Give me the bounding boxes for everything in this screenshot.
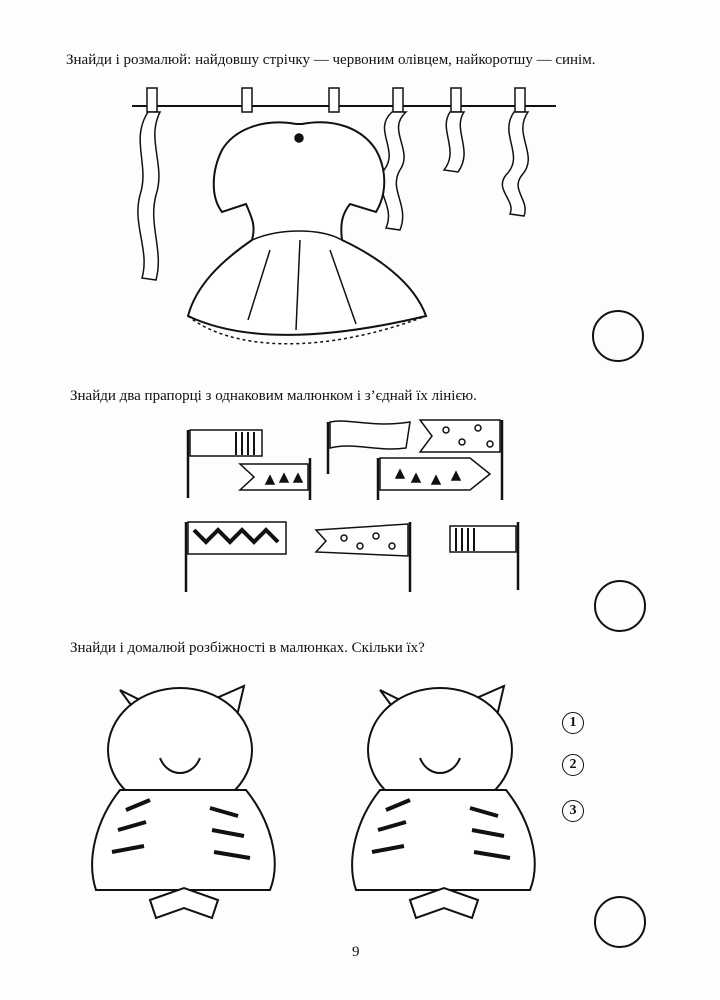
cat-left-icon [92, 686, 275, 918]
flag-dots-1 [420, 420, 500, 452]
ribbon-3 [444, 112, 464, 172]
clothesline-illustration [132, 88, 556, 344]
flag-triangles-2 [380, 458, 490, 490]
answer-circle-task-3[interactable] [594, 896, 646, 948]
flag-wave-plain [330, 421, 410, 449]
task-3-instruction: Знайди і домалюй розбіжності в малюнках. Скільки їх? [70, 640, 425, 656]
flags-illustration [186, 420, 518, 592]
page-number: 9 [352, 944, 360, 960]
difference-number-1: 1 [562, 712, 584, 734]
ribbon-4 [502, 112, 528, 216]
answer-circle-task-1[interactable] [592, 310, 644, 362]
task-2-instruction: Знайди два прапорці з однаковим малюнком і з’єднай їх лінією. [70, 388, 477, 404]
cat-right-icon [352, 686, 535, 918]
clothespin-icon [147, 88, 525, 112]
difference-number-3: 3 [562, 800, 584, 822]
ribbon-1 [138, 112, 160, 280]
flag-striped-1 [190, 430, 262, 456]
flag-striped-2 [450, 526, 516, 552]
task-1-instruction: Знайди і розмалюй: найдовшу стрічку — червоним олівцем, найкоротшу — синім. [66, 52, 596, 68]
answer-circle-task-2[interactable] [594, 580, 646, 632]
flag-dots-2 [316, 524, 408, 556]
difference-number-2: 2 [562, 754, 584, 776]
